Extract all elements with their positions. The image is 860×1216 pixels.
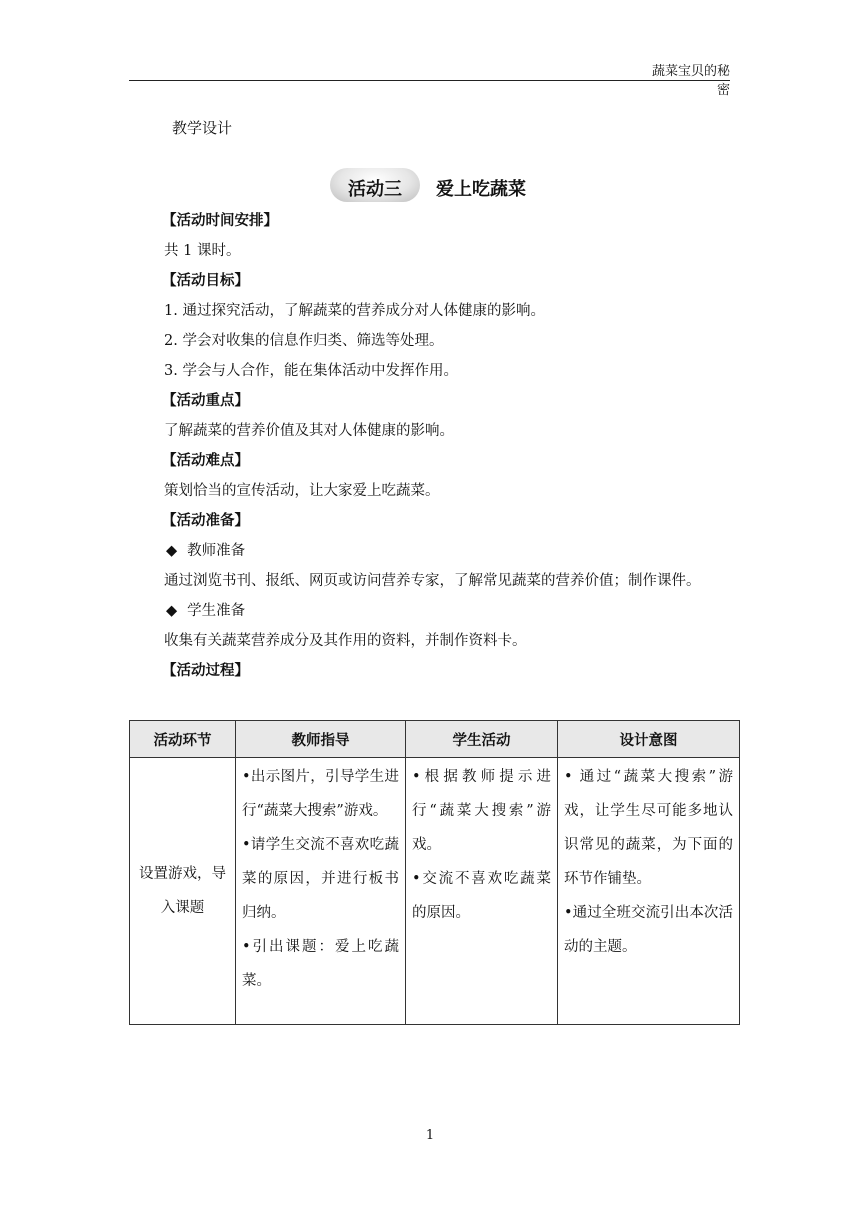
difficulty-text: 策划恰当的宣传活动，让大家爱上吃蔬菜。 xyxy=(164,483,440,499)
teacher-step: •请学生交流不喜欢吃蔬菜的原因，并进行板书归纳。 xyxy=(242,837,399,921)
column-header: 学生活动 xyxy=(406,721,558,758)
student-step: •根据教师提示进行“蔬菜大搜索”游戏。 xyxy=(412,769,551,853)
goals-heading: 【活动目标】 xyxy=(162,273,249,289)
section-label: 教学设计 xyxy=(172,119,233,137)
column-header: 设计意图 xyxy=(558,721,740,758)
goal-item: 3. 学会与人合作，能在集体活动中发挥作用。 xyxy=(164,363,458,379)
focus-text: 了解蔬菜的营养价值及其对人体健康的影响。 xyxy=(164,423,454,439)
prep-heading: 【活动准备】 xyxy=(162,513,249,529)
teacher-prep-text: 通过浏览书刊、报纸、网页或访问营养专家，了解常见蔬菜的营养价值；制作课件。 xyxy=(164,573,701,589)
time-text: 共 1 课时。 xyxy=(164,243,241,259)
process-heading: 【活动过程】 xyxy=(162,663,249,679)
diamond-bullet-icon: ◆ xyxy=(166,543,178,559)
intent-item: • 通过“蔬菜大搜索”游戏，让学生尽可能多地认识常见的蔬菜，为下面的环节作铺垫。 xyxy=(564,769,733,887)
intent-item: •通过全班交流引出本次活动的主题。 xyxy=(564,905,733,955)
lesson-content xyxy=(130,206,730,686)
student-step: •交流不喜欢吃蔬菜的原因。 xyxy=(412,871,551,921)
table-header-row xyxy=(130,721,740,758)
column-header: 活动环节 xyxy=(130,721,236,758)
stage-cell: 设置游戏，导入课题 xyxy=(130,758,236,1025)
activity-title: 爱上吃蔬菜 xyxy=(436,179,526,200)
student-prep-label-row xyxy=(130,596,730,626)
student-prep-text: 收集有关蔬菜营养成分及其作用的资料，并制作资料卡。 xyxy=(164,633,527,649)
goal-item: 1. 通过探究活动，了解蔬菜的营养成分对人体健康的影响。 xyxy=(164,303,545,319)
diamond-bullet-icon: ◆ xyxy=(166,603,178,619)
teacher-step: •出示图片，引导学生进行“蔬菜大搜索”游戏。 xyxy=(242,769,399,819)
intent-cell xyxy=(558,758,740,1025)
process-table xyxy=(129,720,740,1025)
teacher-prep-label: 教师准备 xyxy=(187,543,246,559)
difficulty-heading: 【活动难点】 xyxy=(162,453,249,469)
student-prep-label: 学生准备 xyxy=(187,603,246,619)
table-row xyxy=(130,758,740,1025)
page-number: 1 xyxy=(425,1128,435,1143)
teacher-prep-label-row xyxy=(130,536,730,566)
teacher-cell xyxy=(236,758,406,1025)
header-rule xyxy=(129,80,730,81)
header-title: 蔬菜宝贝的秘密 xyxy=(651,64,730,98)
column-header: 教师指导 xyxy=(236,721,406,758)
teacher-step: •引出课题：爱上吃蔬菜。 xyxy=(242,939,399,989)
activity-number: 活动三 xyxy=(348,179,402,200)
goal-item: 2. 学会对收集的信息作归类、筛选等处理。 xyxy=(164,333,444,349)
focus-heading: 【活动重点】 xyxy=(162,393,249,409)
time-heading: 【活动时间安排】 xyxy=(162,213,278,229)
student-cell xyxy=(406,758,558,1025)
